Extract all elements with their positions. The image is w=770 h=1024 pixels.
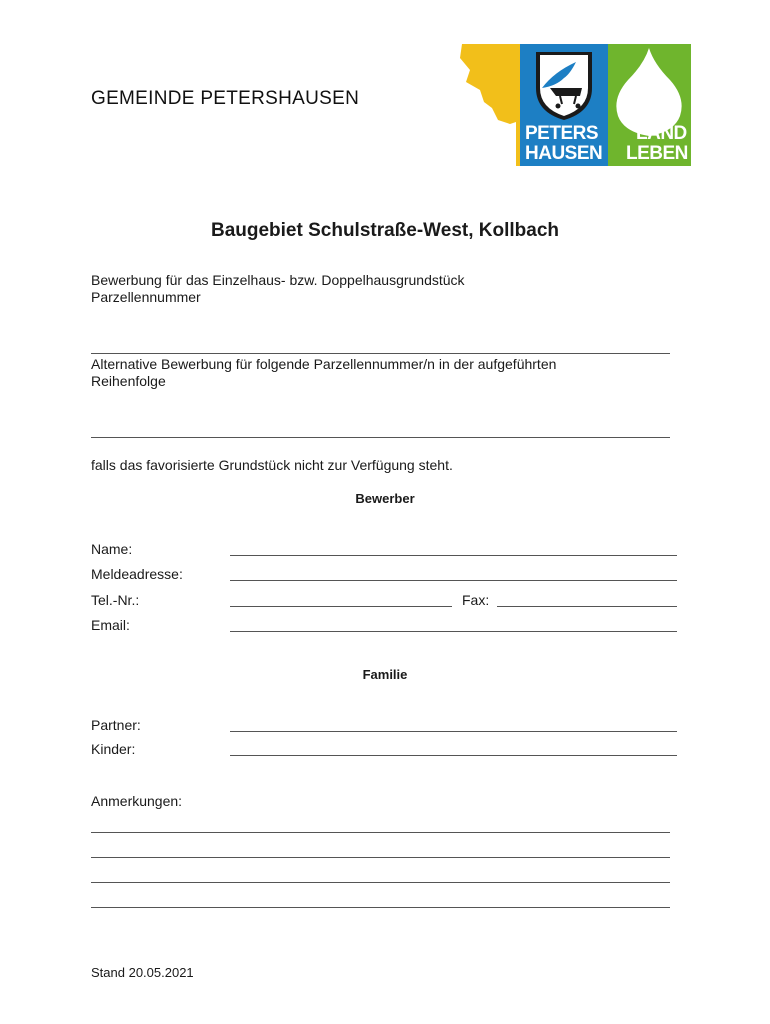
phone-label: Tel.-Nr.: [91, 592, 140, 608]
fax-field[interactable] [497, 606, 677, 607]
name-label: Name: [91, 541, 133, 557]
coat-of-arms-icon [520, 44, 608, 124]
logo-text-peters: PETERS [525, 123, 599, 144]
logo-text-hausen: HAUSEN [525, 143, 603, 164]
applicant-heading: Bewerber [355, 491, 415, 506]
document-title: Baugebiet Schulstraße-West, Kollbach [210, 220, 560, 241]
municipality-logo [440, 44, 691, 166]
remarks-line-3[interactable] [91, 882, 670, 883]
logo-petershausen-panel [520, 44, 608, 166]
logo-stadt-lust-panel [440, 44, 520, 166]
partner-label: Partner: [91, 717, 141, 733]
logo-text-lust: LUST [444, 143, 492, 164]
logo-land-leben-panel [608, 44, 691, 166]
alternative-line-1: Alternative Bewerbung für folgende Parzellennummer/n in der aufgeführten [91, 356, 557, 372]
partner-field[interactable] [230, 731, 677, 732]
remarks-line-4[interactable] [91, 907, 670, 908]
parcel-number-field[interactable] [91, 353, 670, 354]
fallback-note: falls das favorisierte Grundstück nicht zur Verfügung steht. [91, 457, 453, 473]
application-line-2: Parzellennummer [91, 289, 201, 305]
name-field[interactable] [230, 555, 677, 556]
organization-name: GEMEINDE PETERSHAUSEN [91, 88, 360, 109]
logo-text-stadt: STADT [444, 123, 504, 144]
remarks-label: Anmerkungen: [91, 793, 183, 809]
remarks-line-2[interactable] [91, 857, 670, 858]
logo-text-leben: LEBEN [626, 143, 688, 164]
children-field[interactable] [230, 755, 677, 756]
document-date: Stand 20.05.2021 [91, 965, 194, 980]
alternative-parcels-field[interactable] [91, 437, 670, 438]
email-field[interactable] [230, 631, 677, 632]
family-heading: Familie [362, 667, 408, 682]
remarks-line-1[interactable] [91, 832, 670, 833]
address-field[interactable] [230, 580, 677, 581]
address-label: Meldeadresse: [91, 566, 183, 582]
logo-text-land: LAND [636, 123, 687, 144]
fax-label: Fax: [462, 592, 490, 608]
phone-field[interactable] [230, 606, 452, 607]
application-line-1: Bewerbung für das Einzelhaus- bzw. Doppelhausgrundstück [91, 272, 465, 288]
email-label: Email: [91, 617, 130, 633]
children-label: Kinder: [91, 741, 136, 757]
alternative-line-2: Reihenfolge [91, 373, 166, 389]
